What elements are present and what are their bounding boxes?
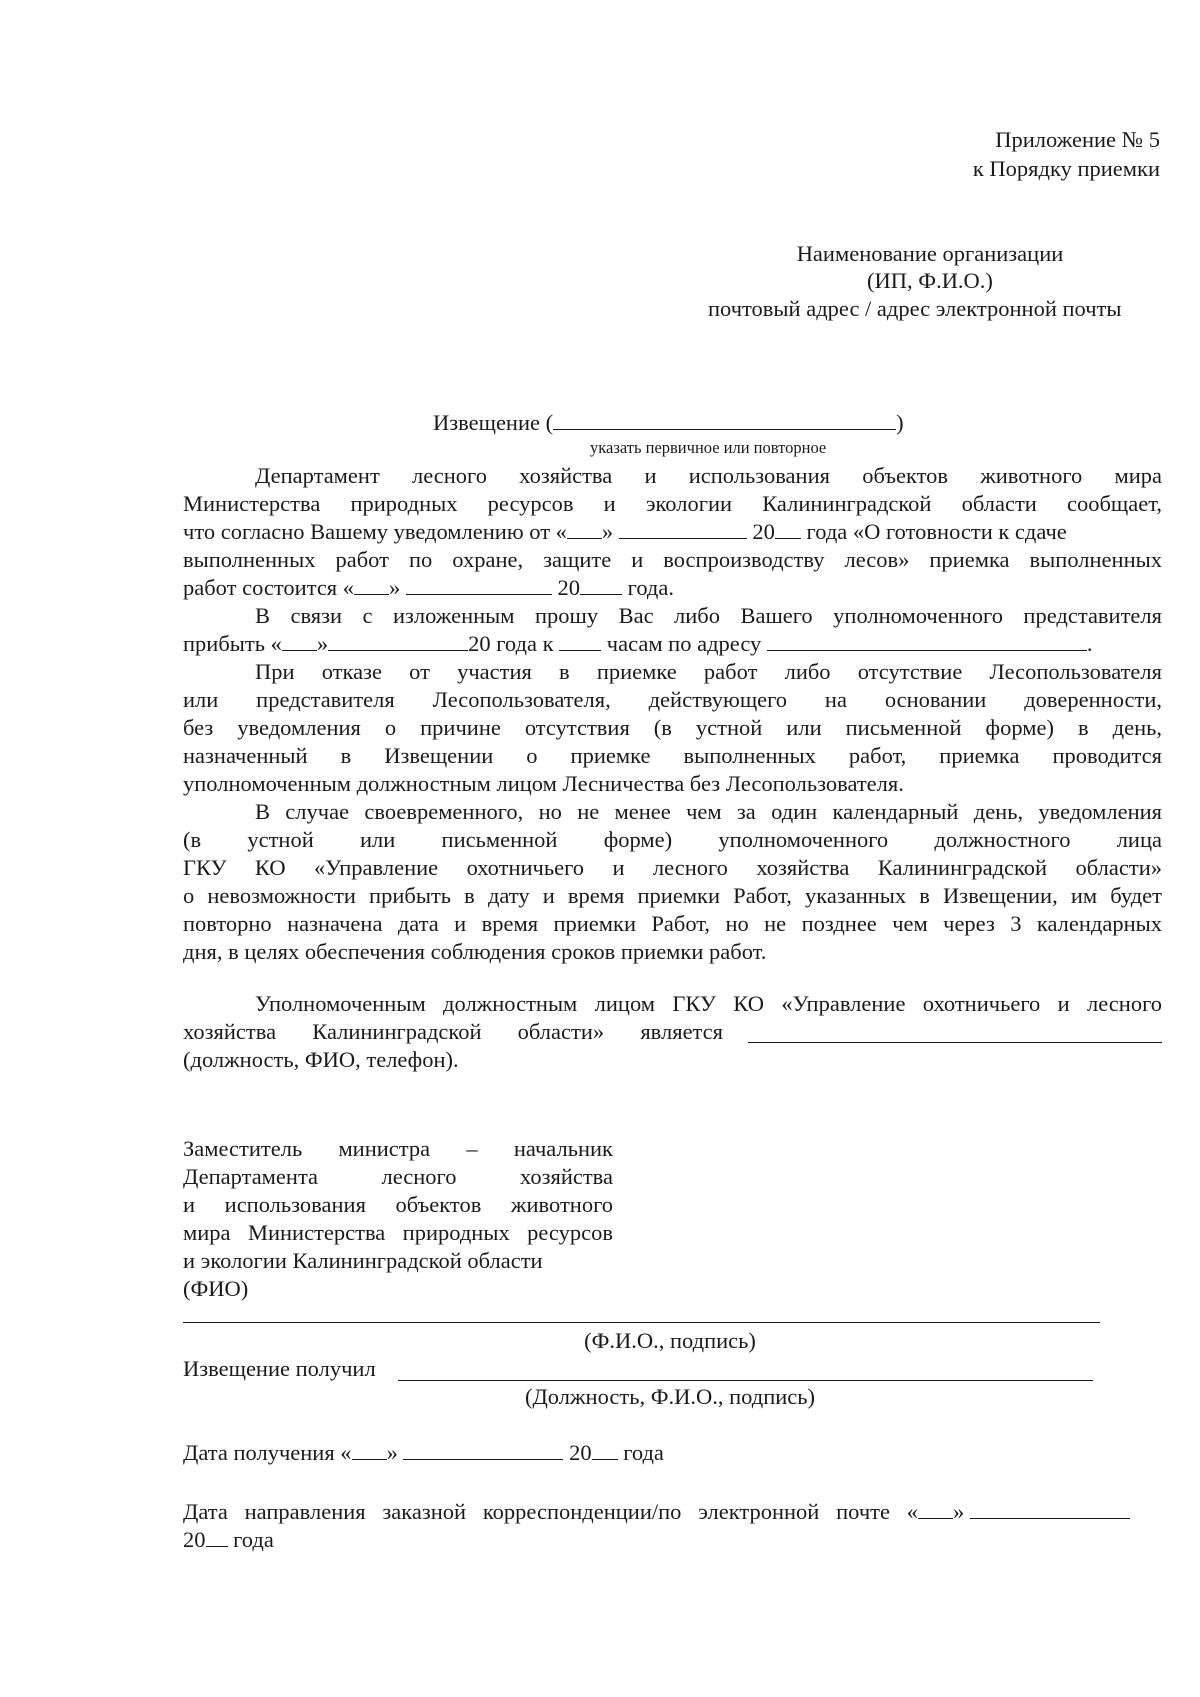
para1-line3-year-prefix: 20: [752, 519, 775, 544]
addressee-ip-fio: (ИП, Ф.И.О.): [867, 268, 993, 293]
para1-line3: [183, 518, 1162, 546]
dispatch-month-blank: [970, 1500, 1130, 1519]
addressee-address: почтовый адрес / адрес электронной почты: [708, 296, 1122, 321]
receipt-year-prefix: 20: [569, 1440, 592, 1465]
para1-line5-year-prefix: 20: [557, 575, 581, 600]
para1-line3-text-d: года «О готовности к сдаче: [806, 519, 1067, 544]
para4-line1: В случае своевременного, но не менее чем за один календарный день, уведомления: [255, 799, 1162, 824]
para5-line1: Уполномоченным должностным лицом ГКУ КО «Управление охотничьего и лесного: [255, 991, 1162, 1016]
para4-line2: (в устной или письменной форме) уполномоченного должностного лица: [183, 827, 1162, 852]
receipt-day-blank: [352, 1441, 387, 1460]
arrival-month-blank: [328, 632, 468, 651]
para2-line2-text-b: »: [316, 631, 329, 656]
para3-line3: без уведомления о причине отсутствия (в устной или письменной форме) в день,: [183, 715, 1162, 740]
para2-line2-text-c: 20 года к: [468, 631, 554, 656]
signature-line: [183, 1322, 1100, 1323]
para3-line4: назначенный в Извещении о приемке выполненных работ, приемка проводится: [183, 743, 1162, 768]
para1-line4: выполненных работ по охране, защите и воспроизводству лесов» приемка выполненных: [183, 547, 1162, 572]
appendix-reference: к Порядку приемки: [972, 156, 1160, 181]
para4-line6: дня, в целях обеспечения соблюдения сроков приемки работ.: [183, 939, 767, 964]
para2-line2: [183, 630, 1162, 658]
arrival-hour-blank: [559, 632, 601, 651]
para1-line1: Департамент лесного хозяйства и использования объектов животного мира: [255, 463, 1162, 488]
para2-line2-text-a: прибыть «: [183, 631, 282, 656]
dispatch-date-label: Дата направления заказной корреспонденции/по электронной почте «: [183, 1499, 918, 1524]
received-by-label: Извещение получил: [183, 1356, 376, 1381]
signatory-line5: и экологии Калининградской области: [183, 1248, 543, 1273]
dispatch-year-blank: [206, 1528, 228, 1547]
para1-line2: Министерства природных ресурсов и экологии Калининградской области сообщает,: [183, 491, 1162, 516]
para1-line5: [183, 574, 1162, 602]
notice-title-suffix: ): [896, 410, 904, 435]
para4-line5: повторно назначена дата и время приемки Работ, но не позднее чем через 3 календарных: [183, 911, 1162, 936]
receipt-date: [183, 1440, 664, 1466]
signatory-line4: мира Министерства природных ресурсов: [183, 1220, 613, 1245]
notice-date-day-blank: [567, 520, 602, 539]
para5-line3: (должность, ФИО, телефон).: [183, 1047, 459, 1072]
para1-line3-text-a: что согласно Вашему уведомлению от «: [183, 519, 567, 544]
receipt-year-word: года: [623, 1440, 664, 1465]
notice-title: [433, 410, 904, 436]
dispatch-day-blank: [918, 1500, 953, 1519]
para1-line5-text-d: года.: [627, 575, 674, 600]
received-by-caption: (Должность, Ф.И.О., подпись): [524, 1384, 816, 1409]
notice-date-month-blank: [619, 520, 747, 539]
addressee-org-name: Наименование организации: [796, 241, 1064, 266]
receipt-month-blank: [403, 1441, 563, 1460]
para5-line2: хозяйства Калининградской области» является: [183, 1019, 723, 1044]
para1-line3-text-b: »: [601, 519, 614, 544]
para2-line2-text-e: .: [1086, 631, 1093, 656]
official-blank-line: [748, 1042, 1162, 1043]
para3-line5: уполномоченным должностным лицом Лесничества без Лесопользователя.: [183, 771, 904, 796]
notice-type-blank: [553, 411, 896, 430]
arrival-day-blank: [282, 632, 317, 651]
para1-line5-text-a: работ состоится «: [183, 575, 355, 600]
dispatch-year-word: года: [233, 1527, 274, 1552]
dispatch-date-line1: [183, 1498, 1162, 1526]
arrival-address-blank: [767, 632, 1087, 651]
signatory-line3: и использования объектов животного: [183, 1192, 613, 1217]
dispatch-date-line2: [183, 1526, 274, 1554]
appendix-number: Приложение № 5: [995, 127, 1160, 152]
signatory-line2: Департамента лесного хозяйства: [183, 1164, 613, 1189]
para1-line5-text-b: »: [389, 575, 401, 600]
notice-date-year-blank: [775, 520, 801, 539]
receipt-year-blank: [592, 1441, 618, 1460]
dispatch-year-prefix: 20: [183, 1527, 206, 1552]
received-by-line: [398, 1380, 1093, 1381]
para3-line1: При отказе от участия в приемке работ либо отсутствие Лесопользователя: [255, 659, 1162, 684]
signatory-fio: (ФИО): [183, 1276, 249, 1301]
signatory-line1: Заместитель министра – начальник: [183, 1136, 613, 1161]
para2-line2-text-d: часам по адресу: [606, 631, 762, 656]
notice-title-prefix: Извещение (: [433, 410, 554, 435]
para4-line4: о невозможности прибыть в дату и время приемки Работ, указанных в Извещении, им будет: [183, 883, 1162, 908]
notice-type-hint: указать первичное или повторное: [590, 438, 827, 457]
receipt-date-close-quote: »: [386, 1440, 398, 1465]
para2-line1: В связи с изложенным прошу Вас либо Вашего уполномоченного представителя: [255, 603, 1162, 628]
signature-caption: (Ф.И.О., подпись): [584, 1328, 756, 1353]
acceptance-year-blank: [580, 576, 622, 595]
acceptance-day-blank: [354, 576, 389, 595]
para3-line2: или представителя Лесопользователя, действующего на основании доверенности,: [183, 687, 1162, 712]
dispatch-date-close-quote: »: [953, 1499, 965, 1524]
acceptance-month-blank: [406, 576, 552, 595]
receipt-date-label: Дата получения «: [183, 1440, 352, 1465]
para4-line3: ГКУ КО «Управление охотничьего и лесного хозяйства Калининградской области»: [183, 855, 1162, 880]
